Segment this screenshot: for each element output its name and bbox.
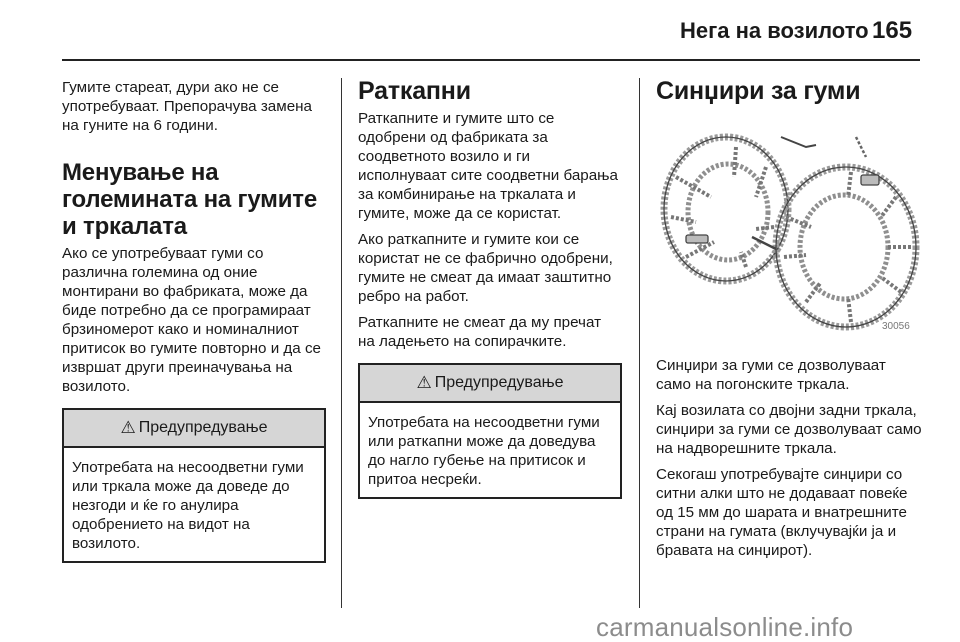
section-heading-hubcaps: Раткапни	[358, 77, 471, 105]
section-title: Нега на возилото	[680, 18, 869, 43]
warning-header	[360, 365, 620, 403]
tire-size-paragraph: Ако се употребуваат гуми со различна големина од оние монтирани во фабриката, може да биде потребно да се програмираат брзиномерот како и номиналниот притисок во гумите повторно и да се извршат други преиначувања на возилото.	[62, 245, 321, 395]
warning-box	[62, 408, 326, 563]
column-3	[656, 78, 922, 567]
hubcaps-paragraph-1: Раткапните и гумите што се одобрени од фабриката за соодветното возило и ги исполнуваат сите соодветни барања за комбинирање на тркалата и гумите, може да се користат.	[358, 110, 618, 222]
image-label: 30056	[882, 321, 910, 332]
warning-triangle-icon: ⚠	[416, 373, 432, 392]
chains-paragraph-3: Секогаш употребувајте синџири со ситни алки што не додаваат повеќе од 15 мм до шарата и внатрешните страни на гумата (вклучувајќи ја и бравата на синџирот).	[656, 466, 908, 559]
warning-text: Употребата на несоодветни гуми или тркала може да доведе до незгоди и ќе го анулира одобрението на видот на возилото.	[72, 459, 304, 552]
intro-paragraph: Гумите стареат, дури ако не се употребуваат. Препорачува замена на гуните на 6 години.	[62, 79, 312, 134]
warning-title: Предупредување	[138, 419, 268, 436]
column-divider	[341, 78, 342, 608]
section-heading-tire-size: Менување на големината на гумите и тркалата	[62, 159, 317, 240]
page-number: 165	[872, 17, 913, 44]
warning-title: Предупредување	[434, 374, 564, 391]
warning-text: Употребата на несоодветни гуми или раткапни може да доведува до нагло губење на притисок и притоа несреќи.	[368, 414, 600, 488]
warning-box	[358, 363, 622, 499]
page-header	[0, 0, 960, 60]
hubcaps-paragraph-2: Ако раткапните и гумите кои се користат не се фабрично одобрени, гумите не смеат да имаат заштитно ребро на работ.	[358, 231, 613, 305]
section-heading-snow-chains: Синџири за гуми	[656, 77, 861, 105]
column-2	[358, 78, 622, 499]
chains-paragraph-2: Кај возилата со двојни задни тркала, синџири за гуми се дозволуваат само на надворешните тркала.	[656, 402, 922, 457]
header-rule	[62, 59, 920, 61]
watermark: carmanualsonline.info	[596, 612, 854, 642]
chains-paragraph-1: Синџири за гуми се дозволуваат само на погонските тркала.	[656, 357, 886, 393]
warning-header	[64, 410, 324, 448]
column-1	[62, 78, 326, 563]
column-divider	[639, 78, 640, 608]
snow-chains-illustration	[656, 117, 920, 339]
warning-triangle-icon: ⚠	[120, 418, 136, 437]
hubcaps-paragraph-3: Раткапните не смеат да му пречат на ладењето на сопирачките.	[358, 314, 602, 350]
